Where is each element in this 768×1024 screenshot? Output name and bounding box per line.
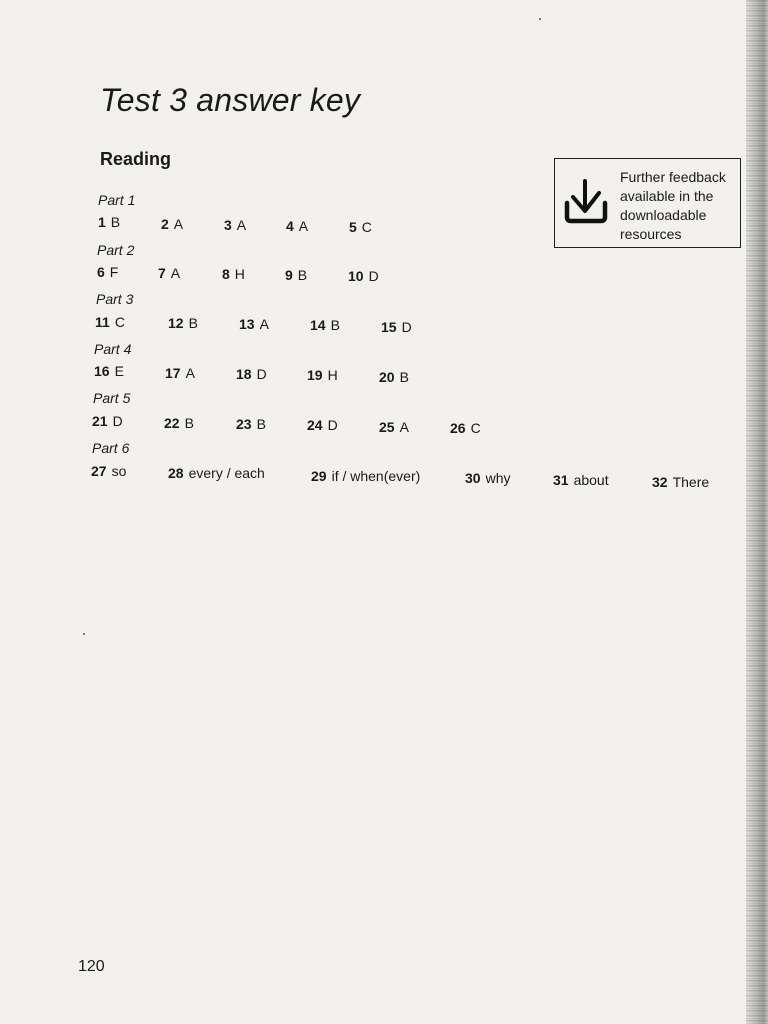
answer-item (652, 474, 709, 490)
question-number: 13 (239, 316, 255, 332)
answer-item (286, 218, 308, 234)
answer-item (379, 419, 409, 435)
answer-item (307, 367, 338, 383)
question-number: 23 (236, 416, 252, 432)
answer-item (168, 465, 265, 481)
question-number: 29 (311, 468, 327, 484)
answer-value: H (327, 367, 338, 383)
question-number: 30 (465, 470, 481, 486)
answer-item (98, 214, 120, 230)
answer-value: if / when(ever) (331, 468, 421, 484)
question-number: 18 (236, 366, 252, 382)
answer-item (224, 217, 246, 233)
answer-value: B (188, 315, 198, 331)
answer-item (307, 417, 338, 433)
answer-item (91, 463, 126, 479)
answer-value: why (485, 470, 511, 486)
answer-value: every / each (188, 465, 265, 481)
question-number: 9 (285, 267, 293, 283)
part-label-2: Part 2 (97, 242, 135, 258)
question-number: 11 (95, 314, 110, 330)
answer-value: A (173, 216, 184, 232)
question-number: 12 (168, 315, 184, 331)
question-number: 1 (98, 214, 106, 230)
answer-item (222, 266, 245, 282)
answer-value: D (256, 366, 267, 382)
answer-value: C (470, 420, 481, 436)
question-number: 4 (286, 218, 294, 234)
answer-item (381, 319, 412, 335)
part-label-3: Part 3 (96, 291, 134, 307)
answer-item (92, 413, 123, 429)
question-number: 5 (349, 219, 357, 235)
question-number: 31 (553, 472, 569, 488)
answer-item (97, 264, 118, 280)
answer-item (161, 216, 183, 232)
answer-value: D (368, 268, 379, 284)
answer-value: D (112, 413, 123, 429)
answer-item (465, 470, 510, 486)
answer-item (553, 472, 609, 488)
answer-value: A (298, 218, 309, 234)
feedback-line: available in the (620, 188, 714, 204)
section-heading: Reading (100, 149, 172, 169)
question-number: 10 (348, 268, 364, 284)
scan-speck (83, 633, 85, 635)
answer-item (311, 468, 420, 484)
answer-value: B (184, 415, 194, 431)
page-number: 120 (78, 958, 105, 975)
feedback-text (620, 168, 740, 244)
part-label-5: Part 5 (93, 390, 131, 406)
answer-value: A (170, 265, 181, 281)
question-number: 28 (168, 465, 184, 481)
feedback-line: downloadable (620, 207, 707, 223)
question-number: 14 (310, 317, 326, 333)
answer-item (158, 265, 180, 281)
question-number: 6 (97, 264, 105, 280)
answer-value: There (672, 474, 710, 490)
question-number: 26 (450, 420, 466, 436)
answer-item (379, 369, 409, 385)
download-icon (563, 179, 611, 227)
answer-value: B (110, 214, 121, 230)
answer-value: F (109, 264, 119, 280)
answer-value: A (185, 365, 195, 381)
question-number: 22 (164, 415, 180, 431)
answer-value: B (399, 369, 409, 385)
question-number: 24 (307, 417, 323, 433)
answer-item (94, 363, 124, 379)
question-number: 2 (161, 216, 169, 232)
answer-value: H (234, 266, 245, 282)
answer-value: D (327, 417, 338, 433)
scanned-page-edge (746, 0, 768, 1024)
further-feedback-box (554, 158, 741, 248)
answer-item (348, 268, 379, 284)
page-title: Test 3 answer key (100, 82, 361, 118)
question-number: 15 (381, 319, 397, 335)
answer-value: C (361, 219, 372, 235)
question-number: 21 (92, 413, 108, 429)
answer-value: A (236, 217, 247, 233)
answer-item (236, 416, 266, 432)
answer-value: D (401, 319, 412, 335)
answer-item (236, 366, 267, 382)
answer-item (165, 365, 195, 381)
answer-value: E (114, 363, 124, 379)
feedback-line: Further feedback (620, 169, 726, 185)
question-number: 17 (165, 365, 181, 381)
answer-item (450, 420, 481, 436)
question-number: 8 (222, 266, 230, 282)
part-label-4: Part 4 (94, 341, 132, 357)
question-number: 20 (379, 369, 395, 385)
question-number: 16 (94, 363, 110, 379)
answer-item (310, 317, 340, 333)
part-label-1: Part 1 (98, 192, 136, 208)
answer-value: about (573, 472, 609, 488)
question-number: 32 (652, 474, 668, 490)
answer-item (285, 267, 307, 283)
answer-value: B (330, 317, 340, 333)
answer-value: so (111, 463, 127, 479)
scan-speck (539, 18, 541, 20)
answer-item (95, 314, 125, 330)
answer-item (349, 219, 372, 235)
answer-item (164, 415, 194, 431)
question-number: 19 (307, 367, 323, 383)
question-number: 27 (91, 463, 107, 479)
answer-value: B (297, 267, 308, 283)
answer-item (239, 316, 269, 332)
answer-item (168, 315, 198, 331)
answer-value: A (399, 419, 409, 435)
answer-value: C (114, 314, 125, 330)
feedback-line: resources (620, 226, 682, 242)
question-number: 25 (379, 419, 395, 435)
answer-value: A (259, 316, 269, 332)
answer-value: B (256, 416, 266, 432)
part-label-6: Part 6 (92, 440, 130, 456)
question-number: 3 (224, 217, 232, 233)
question-number: 7 (158, 265, 166, 281)
